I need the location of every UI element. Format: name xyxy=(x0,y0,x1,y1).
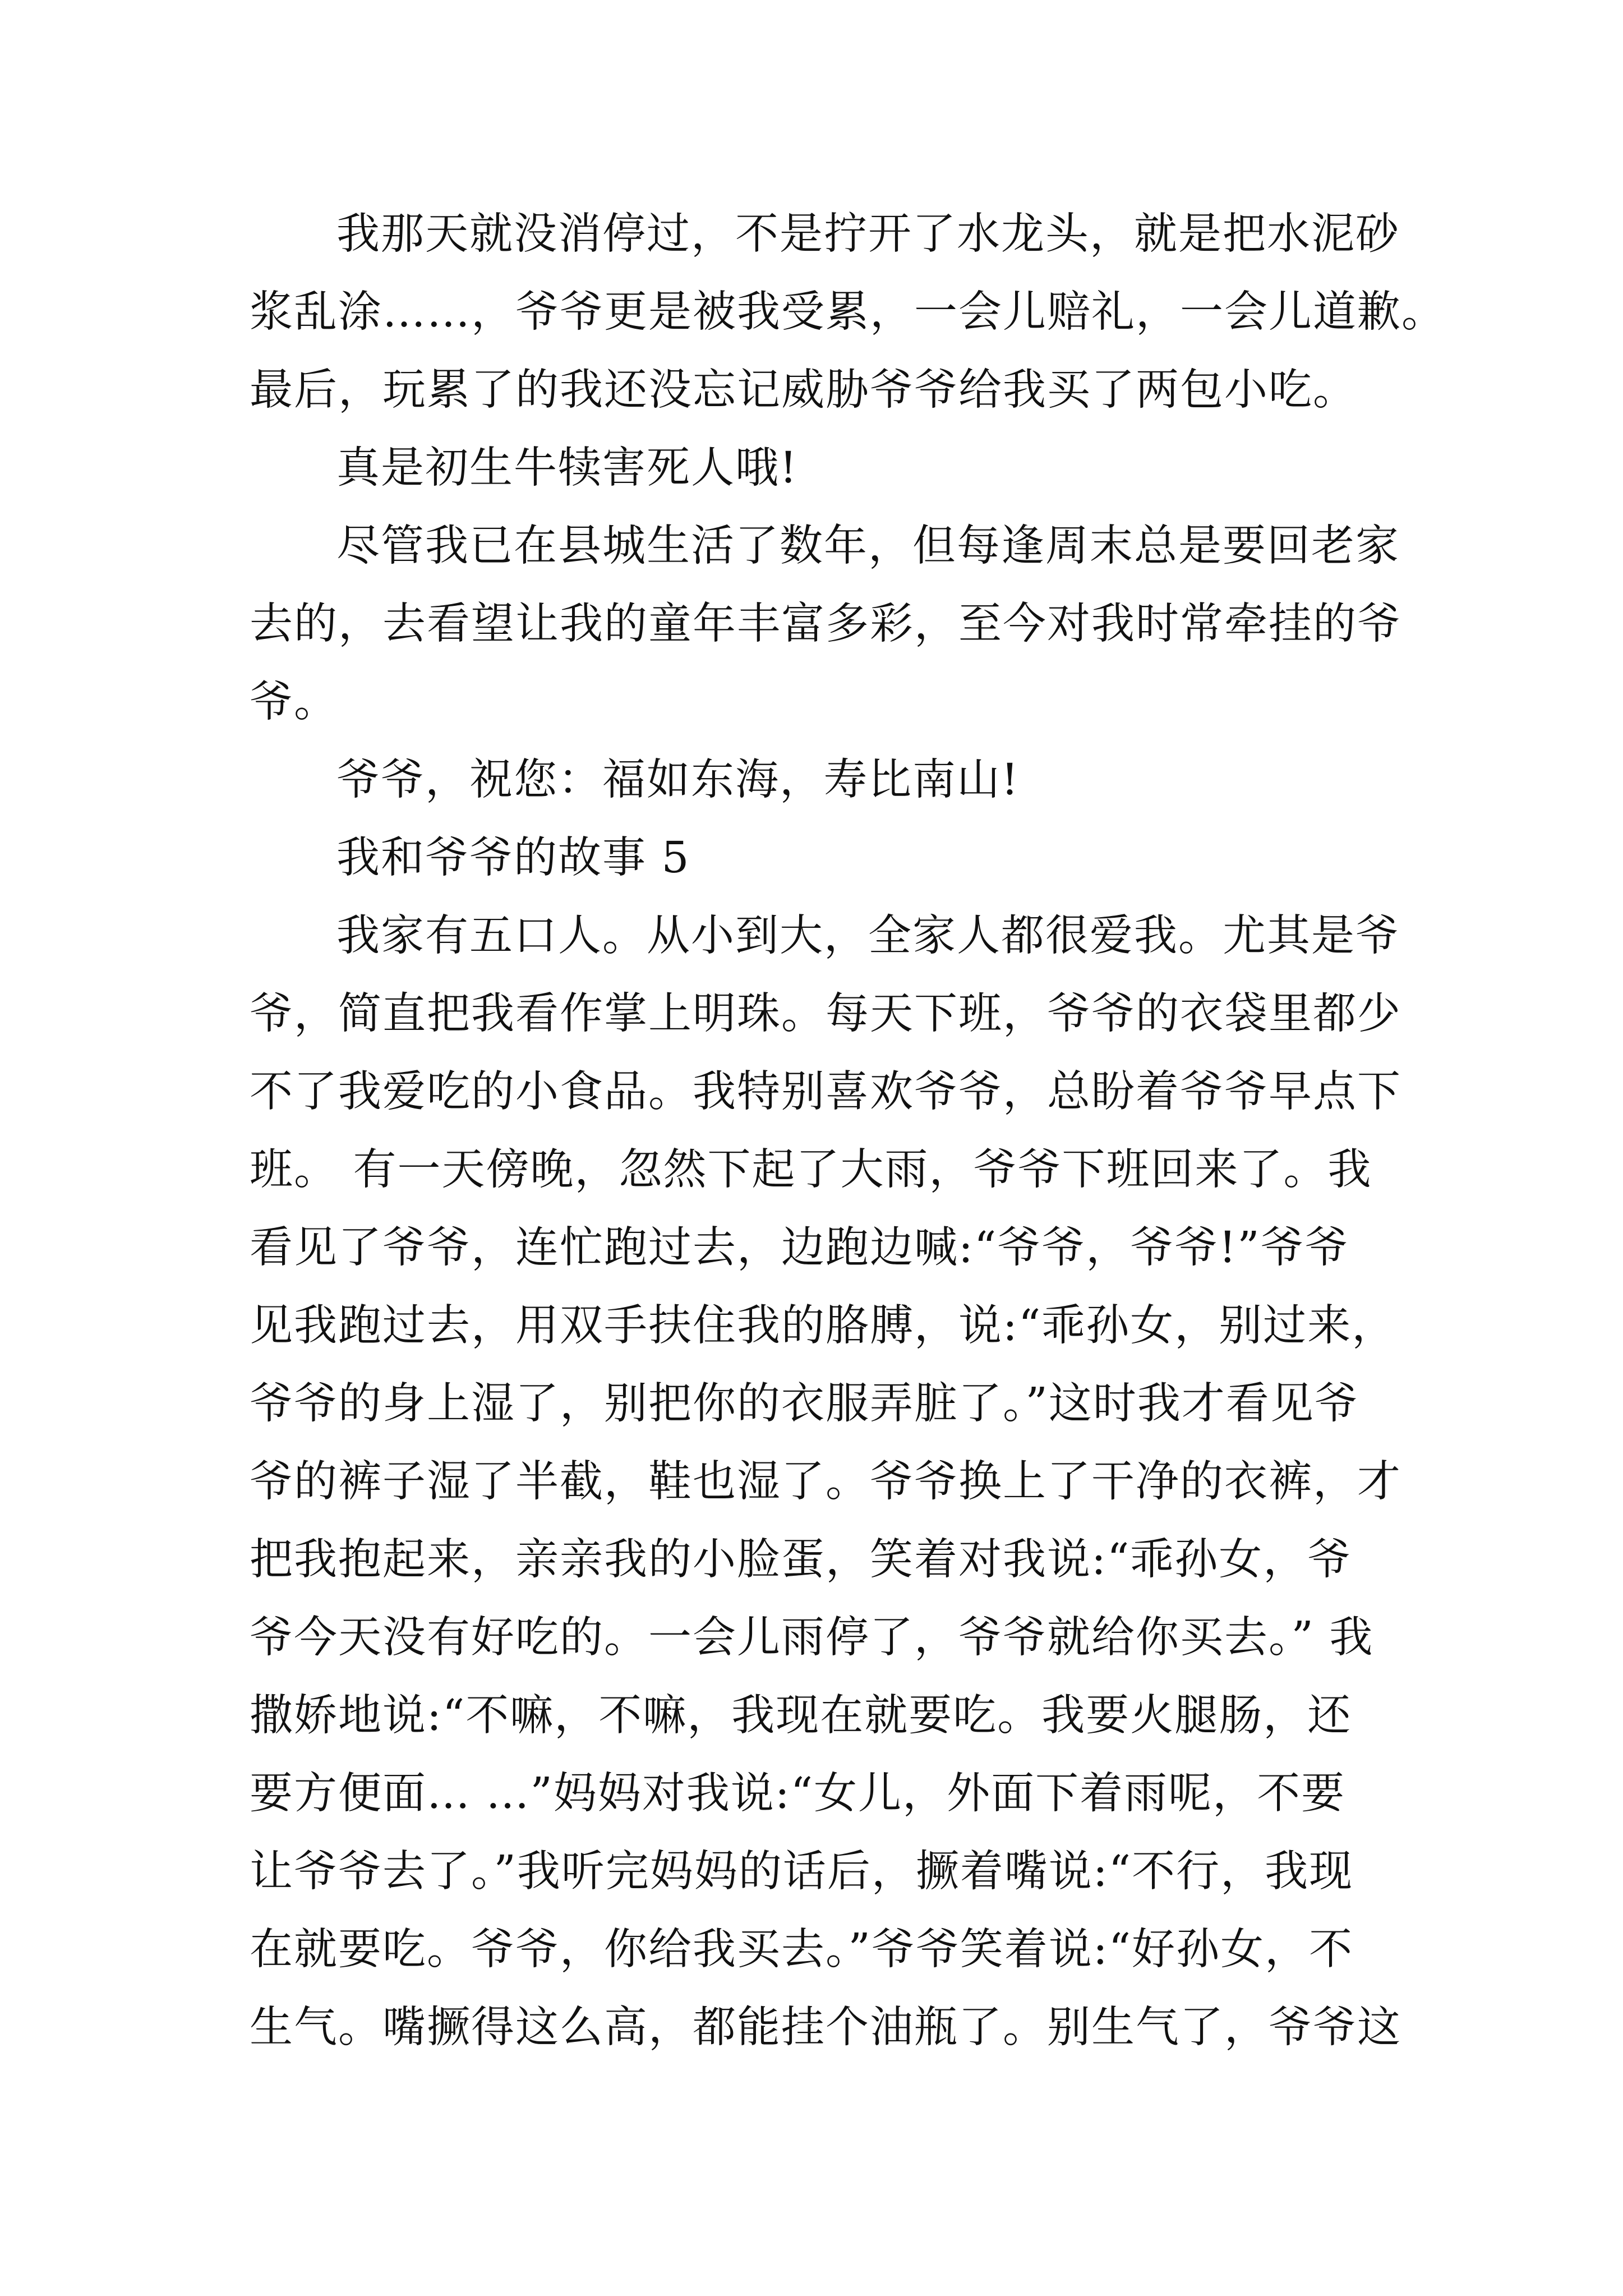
text-line-16: 爷爷的身上湿了，别把你的衣服弄脏了。”这时我才看见爷 xyxy=(250,1379,1359,1429)
text-line-13: 班。 有一天傍晚，忽然下起了大雨，爷爷下班回来了。我 xyxy=(250,1145,1372,1195)
text-line-4: 真是初生牛犊害死人哦! xyxy=(336,443,798,493)
text-line-10: 我家有五口人。从小到大，全家人都很爱我。尤其是爷 xyxy=(336,911,1400,961)
text-line-22: 让爷爷去了。”我听完妈妈的话后，撅着嘴说:“不行，我现 xyxy=(250,1847,1354,1897)
text-line-21: 要方便面… …”妈妈对我说:“女儿，外面下着雨呢，不要 xyxy=(250,1769,1346,1819)
text-line-18: 把我抱起来，亲亲我的小脸蛋，笑着对我说:“乖孙女，爷 xyxy=(250,1535,1352,1585)
text-line-17: 爷的裤子湿了半截，鞋也湿了。爷爷换上了干净的衣裤，才 xyxy=(250,1457,1401,1507)
text-line-1: 我那天就没消停过，不是拧开了水龙头，就是把水泥砂 xyxy=(336,209,1400,259)
text-line-2: 浆乱涂……，爷爷更是被我受累，一会儿赔礼，一会儿道歉。 xyxy=(250,287,1446,337)
text-line-20: 撒娇地说:“不嘛，不嘛，我现在就要吃。我要火腿肠，还 xyxy=(250,1691,1352,1741)
text-line-5: 尽管我已在县城生活了数年，但每逢周末总是要回老家 xyxy=(336,521,1400,571)
section-heading: 我和爷爷的故事 5 xyxy=(336,833,690,883)
text-line-12: 不了我爱吃的小食品。我特别喜欢爷爷，总盼着爷爷早点下 xyxy=(250,1067,1401,1117)
text-line-3: 最后，玩累了的我还没忘记威胁爷爷给我买了两包小吃。 xyxy=(250,365,1357,415)
text-line-6: 去的，去看望让我的童年丰富多彩，至今对我时常牵挂的爷 xyxy=(250,599,1401,649)
text-line-8: 爷爷，祝您：福如东海，寿比南山! xyxy=(336,755,1020,805)
text-line-7: 爷。 xyxy=(250,677,338,727)
text-line-23: 在就要吃。爷爷，你给我买去。”爷爷笑着说:“好孙女，不 xyxy=(250,1925,1354,1975)
text-line-14: 看见了爷爷，连忙跑过去，边跑边喊:“爷爷，爷爷!”爷爷 xyxy=(250,1223,1349,1273)
text-line-19: 爷今天没有好吃的。一会儿雨停了，爷爷就给你买去。” 我 xyxy=(250,1613,1374,1663)
text-line-11: 爷，简直把我看作掌上明珠。每天下班，爷爷的衣袋里都少 xyxy=(250,989,1401,1039)
text-line-15: 见我跑过去，用双手扶住我的胳膊，说:“乖孙女，别过来， xyxy=(250,1301,1396,1351)
text-line-24: 生气。嘴撅得这么高，都能挂个油瓶了。别生气了，爷爷这 xyxy=(250,2003,1401,2053)
